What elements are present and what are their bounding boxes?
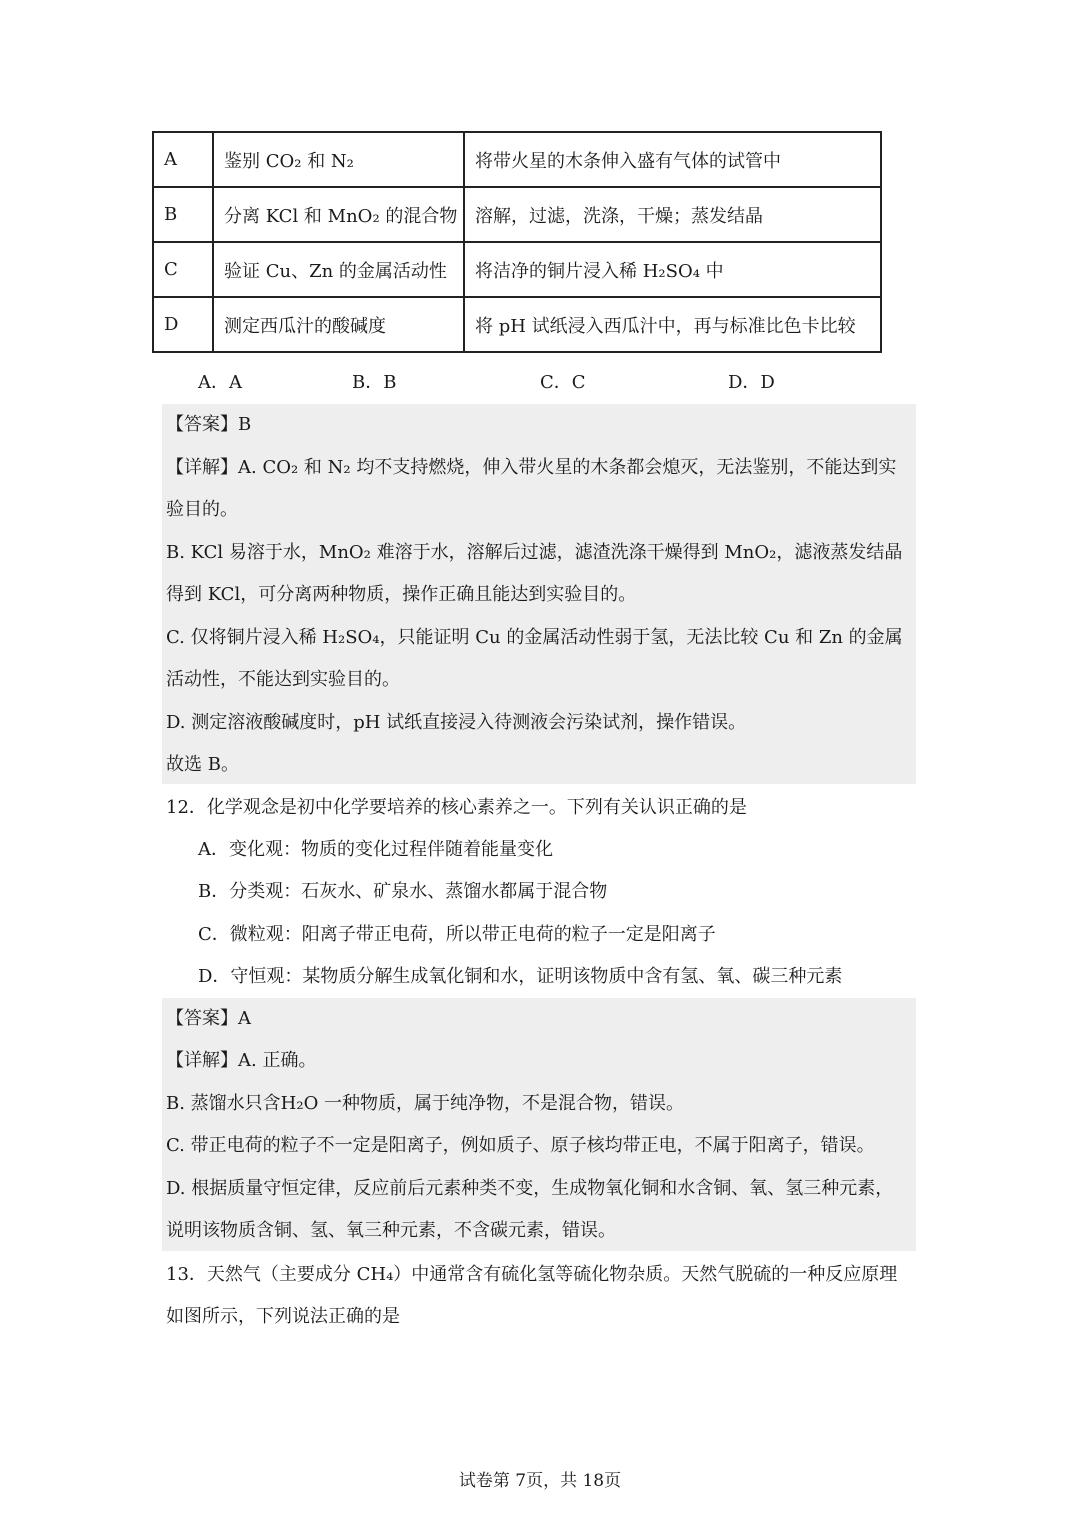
q12-answer: 【答案】A: [166, 1008, 251, 1029]
row-label: C: [153, 242, 213, 297]
table-row: [153, 242, 881, 297]
q11-detail-line: B. KCl 易溶于水，MnO₂ 难溶于水，溶解后过滤，滤渣洗涤干燥得到 MnO₂，滤液蒸发结晶: [166, 542, 903, 563]
q11-detail-line: 验目的。: [166, 499, 238, 520]
row-method: 将洁净的铜片浸入稀 H₂SO₄ 中: [464, 242, 881, 297]
q11-detail-line: 得到 KCl，可分离两种物质，操作正确且能达到实验目的。: [166, 584, 637, 605]
q12-stem: 12．化学观念是初中化学要培养的核心素养之一。下列有关认识正确的是: [166, 797, 747, 818]
row-method: 溶解，过滤，洗涤，干燥；蒸发结晶: [464, 187, 881, 242]
q11-answer: 【答案】B: [166, 414, 252, 435]
q11-detail-line: 活动性，不能达到实验目的。: [166, 669, 400, 690]
page-footer: 试卷第 7页，共 18页: [458, 1471, 622, 1491]
q11-detail-line: C. 仅将铜片浸入稀 H₂SO₄，只能证明 Cu 的金属活动性弱于氢，无法比较 Cu 和 Zn 的金属: [166, 627, 903, 648]
q11-detail-line: 【详解】A. CO₂ 和 N₂ 均不支持燃烧，伸入带火星的木条都会熄灭，无法鉴别，不能达到实: [166, 457, 897, 478]
row-label: A: [153, 132, 213, 187]
q12-option-b: B．分类观：石灰水、矿泉水、蒸馏水都属于混合物: [198, 881, 608, 902]
q11-detail-line: 故选 B。: [166, 754, 239, 775]
q12-option-a: A．变化观：物质的变化过程伴随着能量变化: [198, 839, 553, 860]
q12-detail-line: C. 带正电荷的粒子不一定是阳离子，例如质子、原子核均带正电，不属于阳离子，错误。: [166, 1135, 875, 1156]
q12-detail-line: D. 根据质量守恒定律，反应前后元素种类不变，生成物氧化铜和水含铜、氧、氢三种元素，: [166, 1178, 894, 1199]
q11-option-c: C．C: [540, 372, 586, 393]
q12-answer-block: [162, 998, 916, 1251]
table-row: [153, 132, 881, 187]
q12-option-d: D．守恒观：某物质分解生成氧化铜和水，证明该物质中含有氢、氧、碳三种元素: [198, 966, 843, 987]
q11-detail-line: D. 测定溶液酸碱度时，pH 试纸直接浸入待测液会污染试剂，操作错误。: [166, 712, 747, 733]
q11-option-b: B．B: [352, 372, 397, 393]
row-label: B: [153, 187, 213, 242]
q13-stem-line: 如图所示，下列说法正确的是: [166, 1306, 400, 1327]
row-purpose: 测定西瓜汁的酸碱度: [213, 297, 464, 352]
row-method: 将带火星的木条伸入盛有气体的试管中: [464, 132, 881, 187]
q11-option-d: D．D: [728, 372, 775, 393]
q12-detail-line: 说明该物质含铜、氢、氧三种元素，不含碳元素，错误。: [166, 1220, 616, 1241]
experiment-table: [152, 131, 882, 353]
row-purpose: 鉴别 CO₂ 和 N₂: [213, 132, 464, 187]
table-row: [153, 187, 881, 242]
row-purpose: 验证 Cu、Zn 的金属活动性: [213, 242, 464, 297]
q11-answer-block: [162, 404, 916, 784]
row-purpose: 分离 KCl 和 MnO₂ 的混合物: [213, 187, 464, 242]
row-method: 将 pH 试纸浸入西瓜汁中，再与标准比色卡比较: [464, 297, 881, 352]
q12-detail-line: B. 蒸馏水只含H₂O 一种物质，属于纯净物，不是混合物，错误。: [166, 1093, 685, 1114]
table-row: [153, 297, 881, 352]
q13-stem-line: 13．天然气（主要成分 CH₄）中通常含有硫化氢等硫化物杂质。天然气脱硫的一种反应原理: [166, 1264, 898, 1285]
q12-detail-line: 【详解】A. 正确。: [166, 1050, 317, 1071]
row-label: D: [153, 297, 213, 352]
q12-option-c: C．微粒观：阳离子带正电荷，所以带正电荷的粒子一定是阳离子: [198, 924, 716, 945]
q11-option-a: A．A: [198, 372, 242, 393]
